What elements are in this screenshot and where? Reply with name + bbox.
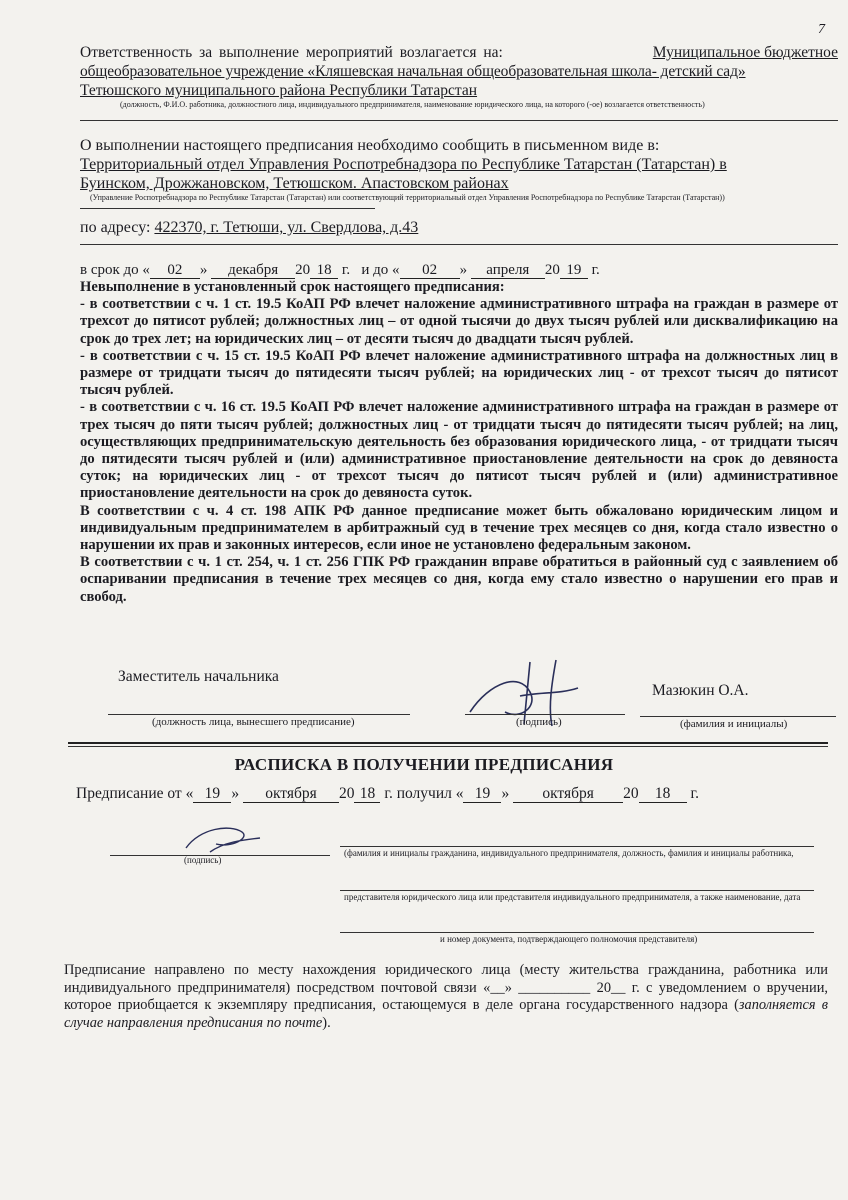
- appeal-paragraph: В соответствии с ч. 1 ст. 254, ч. 1 ст. 256 ГПК РФ гражданин вправе обратиться в районный суд с заявлением об оспаривании предписания в течение трех месяцев со дня, когда ему стало известно о нарушении его прав и свобод.: [80, 554, 838, 605]
- receipt-month2: октября: [513, 786, 623, 803]
- divider: [68, 746, 828, 747]
- receipt-year1: 18: [354, 786, 380, 803]
- receipt-date-row: Предписание от « 19 » октября 20 18 г. получил « 19 » октября 20 18 г.: [76, 785, 699, 802]
- report-caption: (Управление Роспотребнадзора по Республике Татарстан (Татарстан) или соответствующий территориальный отдел Управления Роспотребнадзора по Республике Татарстан (Татарстан)): [90, 193, 725, 202]
- signature-line-sign: [465, 714, 625, 715]
- mail-note: Предписание направлено по месту нахождения юридического лица (месту жительства гражданина, работника или индивидуального предпринимателя) посредством почтовой связи «__» __________ 20__ г. с уведомлением о вручении, которое приобщается к экземпляру предписания, остающемуся в деле органа государственного надзора (заполняется в случае направления предписания по почте).: [64, 962, 828, 1031]
- address-label: по адресу:: [80, 219, 151, 236]
- responsibility-org-line1: Муниципальное бюджетное: [652, 44, 838, 61]
- receiver-caption-1: (фамилия и инициалы гражданина, индивидуального предпринимателя, должность, фамилия и инициалы работника,: [344, 848, 794, 858]
- address-row: [80, 218, 838, 237]
- receiver-caption-3: и номер документа, подтверждающего полномочия представителя): [440, 934, 698, 944]
- divider: [80, 244, 838, 245]
- caption-position: (должность лица, вынесшего предписание): [152, 716, 355, 728]
- deadline-month1: декабря: [211, 262, 295, 279]
- penalty-paragraph: - в соответствии с ч. 1 ст. 19.5 КоАП РФ влечет наложение административного штрафа на граждан в размере от трехсот до пятисот рублей; должностных лиц – от одной тысячи до двух тысяч рублей или дисквалификацию на срок до трех лет; на юридических лиц – от десяти тысяч до двадцати тысяч рублей.: [80, 296, 838, 347]
- responsibility-section: [80, 43, 838, 110]
- responsibility-label: Ответственность за выполнение мероприятий возлагается на:: [80, 44, 503, 61]
- receiver-name-line: [340, 846, 814, 847]
- report-line1: О выполнении настоящего предписания необходимо сообщить в письменном виде в:: [80, 137, 660, 154]
- divider: [80, 120, 838, 121]
- deadline-day1: 02: [150, 262, 200, 279]
- signer-position: Заместитель начальника: [118, 668, 279, 685]
- receipt-year2: 18: [639, 786, 687, 803]
- caption-name: (фамилия и инициалы): [680, 718, 788, 730]
- deadline-month2: апреля: [471, 262, 545, 279]
- address-value: 422370, г. Тетюши, ул. Свердлова, д.43: [154, 219, 419, 236]
- mail-note-italic: заполняется в случае направления предписания по почте: [64, 997, 828, 1031]
- deadline-year1: 18: [310, 262, 338, 279]
- penalty-paragraph: - в соответствии с ч. 16 ст. 19.5 КоАП РФ влечет наложение административного штрафа на граждан в размере от трех тысяч до пяти тысяч рублей; должностных лиц - от тридцати тысяч до пятидесяти тысяч рублей; на лиц, осуществляющих предпринимательскую деятельность без образования юридического лица, - от тридцати тысяч до пятидесяти тысяч рублей и (или) административное приостановление деятельности на срок до девяноста суток; на юридических лиц - от трехсот тысяч до пятисот тысяч рублей и (или) административное приостановление деятельности на срок до девяноста суток.: [80, 399, 838, 502]
- page-number: 7: [818, 22, 825, 37]
- receiver-caption-2: представителя юридического лица или представителя индивидуального предпринимателя, а также наименование, дата: [344, 892, 801, 902]
- receiver-caption-sign: (подпись): [184, 855, 222, 865]
- penalty-paragraph: - в соответствии с ч. 15 ст. 19.5 КоАП РФ влечет наложение административного штрафа на должностных лиц в размере от тридцати тысяч до пятидесяти тысяч рублей; на юридических лиц - от трехсот тысяч до пятисот тысяч рублей.: [80, 347, 838, 399]
- signature-line-position: [108, 714, 410, 715]
- responsibility-org-line2: общеобразовательное учреждение «Кляшевская начальная общеобразовательная школа- детский сад»: [80, 63, 746, 80]
- receipt-month1: октября: [243, 786, 339, 803]
- report-line3: Буинском, Дрожжановском, Тетюшском. Апастовском районах: [80, 175, 509, 192]
- penalties-intro: Невыполнение в установленный срок настоящего предписания:: [80, 279, 505, 295]
- receiver-name-line: [340, 890, 814, 891]
- report-section: [80, 136, 838, 203]
- divider: [68, 742, 828, 744]
- report-line2: Территориальный отдел Управления Роспотребнадзора по Республике Татарстан (Татарстан) в: [80, 156, 727, 173]
- deadline-day2: 02: [400, 262, 460, 279]
- deadline-year2: 19: [560, 262, 588, 279]
- divider: [80, 208, 375, 209]
- responsibility-caption: (должность, Ф.И.О. работника, должностного лица, индивидуального предпринимателя, наименование юридического лица, на которого (-ое) возлагается ответственность): [120, 100, 705, 109]
- receipt-title: РАСПИСКА В ПОЛУЧЕНИИ ПРЕДПИСАНИЯ: [234, 755, 614, 774]
- penalties-text: [80, 279, 838, 606]
- caption-sign: (подпись): [516, 716, 562, 728]
- receipt-day1: 19: [193, 786, 231, 803]
- signer-name: Мазюкин О.А.: [652, 682, 749, 699]
- deadline-row: в срок до « 02 » декабря 20 18 г. и до « 02 » апреля 20 19 г.: [80, 262, 600, 278]
- mail-note-text: Предписание направлено по месту нахождения юридического лица (месту жительства гражданина, работника или индивидуального предпринимателя) посредством почтовой связи «__» __________ 20__ г. с уведомлением о вручении, которое приобщается к экземпляру предписания, остающемуся в деле органа государственного надзора (: [64, 962, 828, 1013]
- appeal-paragraph: В соответствии с ч. 4 ст. 198 АПК РФ данное предписание может быть обжаловано юридическим лицом и индивидуальным предпринимателем в арбитражный суд в течение трех месяцев со дня, когда стало известно о нарушении их прав и законных интересов, если иное не установлено федеральным законом.: [80, 502, 838, 554]
- signature-line-name: [640, 716, 836, 717]
- responsibility-org-line3: Тетюшского муниципального района Республики Татарстан: [80, 82, 478, 99]
- receiver-name-line: [340, 932, 814, 933]
- receipt-day2: 19: [463, 786, 501, 803]
- receiver-signature-image: [180, 818, 270, 860]
